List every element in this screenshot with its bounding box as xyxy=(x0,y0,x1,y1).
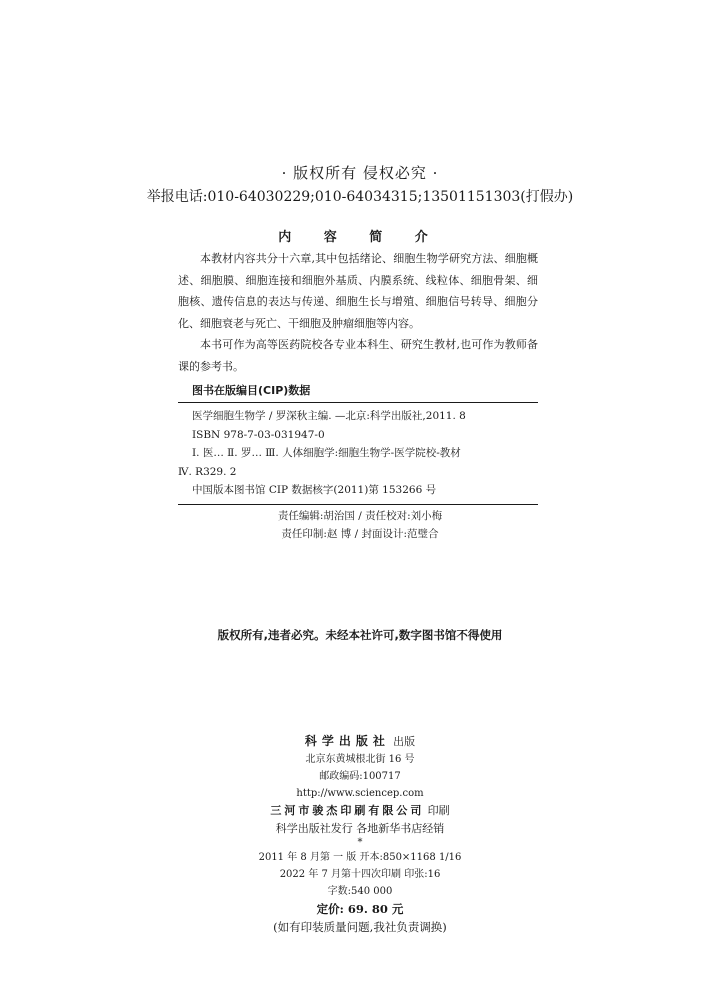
separator-star: * xyxy=(357,837,363,848)
summary-body xyxy=(178,248,538,377)
summary-paragraph: 本书可作为高等医药院校各专业本科生、研究生教材,也可作为教师备课的参考书。 xyxy=(178,338,538,373)
copyright-title: · 版权所有 侵权必究 · xyxy=(281,164,439,182)
printer-action: 印刷 xyxy=(427,804,450,817)
publisher-postcode: 邮政编码:100717 xyxy=(319,771,401,782)
word-count: 字数:540 000 xyxy=(327,886,393,897)
cip-number: 中国版本图书馆 CIP 数据核字(2011)第 153266 号 xyxy=(192,484,437,496)
publisher-address: 北京东黄城根北街 16 号 xyxy=(305,754,415,765)
cip-data-block xyxy=(178,382,538,505)
publisher-url: http://www.sciencep.com xyxy=(296,788,424,799)
price: 定价: 69. 80 元 xyxy=(316,902,404,916)
editors-block xyxy=(0,507,720,543)
quality-note: (如有印装质量问题,我社负责调换) xyxy=(273,920,447,934)
editors-line: 责任印制:赵 博 / 封面设计:范璧合 xyxy=(281,528,439,540)
summary-title: 内 容 简 介 xyxy=(278,230,442,245)
edition-line: 2011 年 8 月第 一 版 开本:850×1168 1/16 xyxy=(258,852,462,863)
summary-paragraph: 本教材内容共分十六章,其中包括绪论、细胞生物学研究方法、细胞概述、细胞膜、细胞连接和细胞外基质、内膜系统、线粒体、细胞骨架、细胞核、遗传信息的表达与传递、细胞生长与增殖、细胞信号转导、细胞分化、细胞衰老与死亡、干细胞及肿瘤细胞等内容。 xyxy=(178,252,538,330)
publisher-name: 科学出版社 xyxy=(304,734,390,748)
printer-line xyxy=(0,802,720,820)
cip-bottom-rule xyxy=(178,504,538,505)
editors-line: 责任编辑:胡治国 / 责任校对:刘小梅 xyxy=(277,510,443,522)
distribution-line: 科学出版社发行 各地新华书店经销 xyxy=(275,822,445,835)
cip-subject-line: Ⅰ. 医… Ⅱ. 罗… Ⅲ. 人体细胞学:细胞生物学-医学院校-教材 xyxy=(192,447,461,459)
publisher-action: 出版 xyxy=(393,735,416,748)
cip-header: 图书在版编目(CIP)数据 xyxy=(178,382,538,403)
publisher-line xyxy=(0,733,720,751)
report-phone: 举报电话:010-64030229;010-64034315;13501151303(打假办) xyxy=(146,189,574,205)
printer-name: 三河市骏杰印刷有限公司 xyxy=(270,804,425,817)
rights-notice: 版权所有,违者必究。未经本社许可,数字图书馆不得使用 xyxy=(217,628,503,642)
cip-isbn: ISBN 978-7-03-031947-0 xyxy=(192,428,325,441)
cip-lines xyxy=(178,403,538,504)
cip-title-line: 医学细胞生物学 / 罗深秋主编. —北京:科学出版社,2011. 8 xyxy=(192,410,466,422)
publisher-block xyxy=(0,733,720,936)
cip-class-line: Ⅳ. R329. 2 xyxy=(178,465,237,478)
printing-line: 2022 年 7 月第十四次印刷 印张:16 xyxy=(279,869,441,880)
